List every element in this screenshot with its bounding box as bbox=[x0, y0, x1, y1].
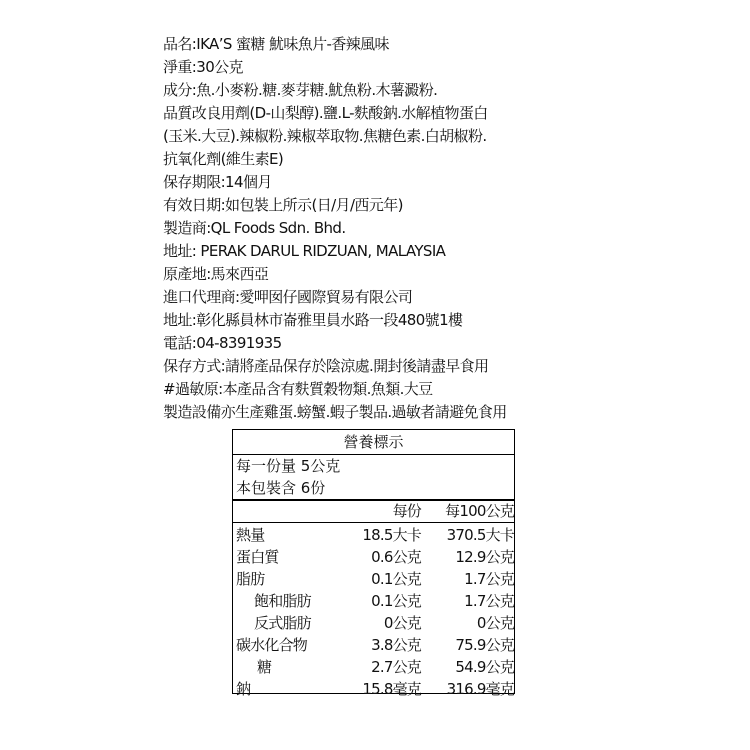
per-100g-value: 1.7公克 bbox=[464, 592, 514, 610]
per-100g-value: 1.7公克 bbox=[464, 570, 514, 588]
importer-address-line: 地址:彰化縣員林市崙雅里員水路一段480號1樓 bbox=[163, 311, 463, 329]
nutrient-name: 脂肪 bbox=[236, 570, 265, 588]
table-row bbox=[233, 634, 514, 656]
per-serving-value: 15.8毫克 bbox=[362, 680, 421, 698]
per-100g-value: 370.5大卡 bbox=[446, 526, 514, 544]
per-serving-value: 2.7公克 bbox=[371, 658, 421, 676]
net-weight-line: 淨重:30公克 bbox=[163, 58, 243, 76]
per-100g-value: 75.9公克 bbox=[455, 636, 514, 654]
nutrient-name: 熱量 bbox=[236, 526, 265, 544]
ingredients-line: 品質改良用劑(D-山梨醇).鹽.L-麩酸鈉.水解植物蛋白 bbox=[163, 104, 488, 122]
nutrition-facts-table bbox=[232, 429, 515, 698]
origin-line: 原產地:馬來西亞 bbox=[163, 265, 269, 283]
col-per-100g: 每100公克 bbox=[445, 502, 514, 520]
expiry-date-line: 有效日期:如包裝上所示(日/月/西元年) bbox=[163, 196, 403, 214]
per-serving-value: 0.6公克 bbox=[371, 548, 421, 566]
table-row bbox=[233, 524, 514, 546]
ingredients-line: (玉米.大豆).辣椒粉.辣椒萃取物.焦糖色素.白胡椒粉. bbox=[163, 127, 487, 145]
col-per-serving: 每份 bbox=[392, 502, 421, 520]
storage-line: 保存方式:請將產品保存於陰涼處.開封後請盡早食用 bbox=[163, 357, 489, 375]
servings-per-package: 本包裝含 6份 bbox=[233, 477, 514, 501]
ingredients-line: 抗氧化劑(維生素E) bbox=[163, 150, 284, 168]
nutrient-name: 碳水化合物 bbox=[236, 636, 308, 654]
allergen-line: #過敏原:本產品含有麩質穀物類.魚類.大豆 bbox=[163, 380, 433, 398]
ingredients-line: 成分:魚.小麥粉.糖.麥芽糖.魷魚粉.木薯澱粉. bbox=[163, 81, 438, 99]
header-spacer bbox=[233, 501, 346, 522]
nutrient-name: 蛋白質 bbox=[236, 548, 279, 566]
table-row bbox=[233, 546, 514, 568]
per-serving-value: 0公克 bbox=[383, 614, 421, 632]
nutrient-name: 糖 bbox=[257, 658, 272, 676]
serving-size: 每一份量 5公克 bbox=[236, 457, 341, 475]
product-name-line: 品名:IKA’S 蜜糖 魷味魚片-香辣風味 bbox=[163, 35, 389, 53]
per-serving-value: 3.8公克 bbox=[371, 636, 421, 654]
product-info bbox=[163, 33, 583, 424]
table-row bbox=[233, 590, 514, 612]
per-100g-value: 316.9毫克 bbox=[446, 680, 514, 698]
per-serving-value: 0.1公克 bbox=[371, 570, 421, 588]
shelf-life-line: 保存期限:14個月 bbox=[163, 173, 272, 191]
table-row bbox=[233, 678, 514, 700]
table-row bbox=[233, 656, 514, 678]
per-serving-value: 18.5大卡 bbox=[362, 526, 421, 544]
importer-line: 進口代理商:愛呷囡仔國際貿易有限公司 bbox=[163, 288, 413, 306]
phone-line: 電話:04-8391935 bbox=[163, 334, 282, 352]
nutrition-title: 營養標示 bbox=[233, 430, 514, 455]
table-row bbox=[233, 568, 514, 590]
nutrient-name: 飽和脂肪 bbox=[254, 592, 311, 610]
manufacturer-address-line: 地址: PERAK DARUL RIDZUAN, MALAYSIA bbox=[163, 242, 446, 260]
per-serving-value: 0.1公克 bbox=[371, 592, 421, 610]
nutrient-name: 反式脂肪 bbox=[254, 614, 311, 632]
nutrient-name: 鈉 bbox=[236, 680, 251, 698]
per-100g-value: 54.9公克 bbox=[455, 658, 514, 676]
nutrition-rows bbox=[233, 523, 514, 700]
manufacturer-line: 製造商:QL Foods Sdn. Bhd. bbox=[163, 219, 346, 237]
per-100g-value: 12.9公克 bbox=[455, 548, 514, 566]
nutrition-header-row bbox=[233, 501, 514, 523]
per-100g-value: 0公克 bbox=[476, 614, 514, 632]
table-row bbox=[233, 612, 514, 634]
allergen-note-line: 製造設備亦生產雞蛋.螃蟹.蝦子製品.過敏者請避免食用 bbox=[163, 403, 507, 421]
